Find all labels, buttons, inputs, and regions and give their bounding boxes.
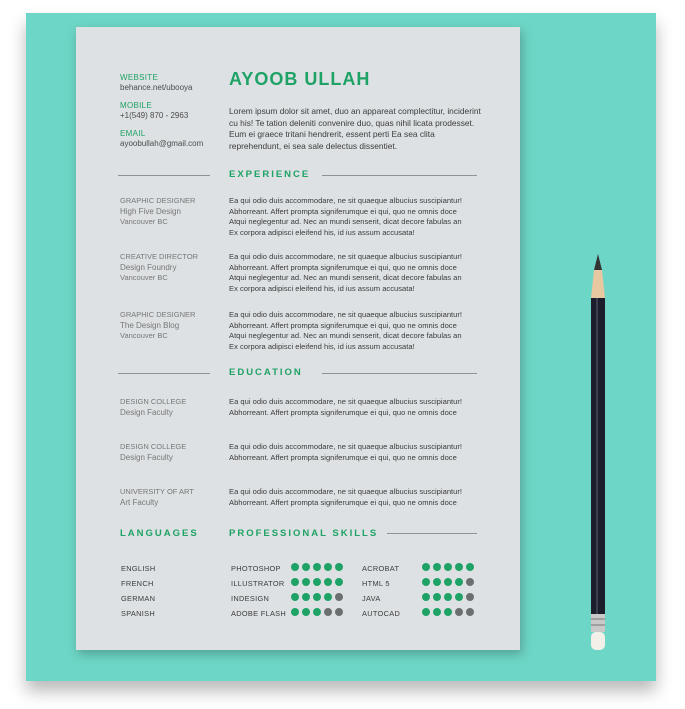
divider	[387, 533, 477, 534]
divider	[118, 373, 210, 374]
rating-dot-filled	[422, 578, 430, 586]
rating-dot-filled	[291, 608, 299, 616]
company: The Design Blog	[120, 320, 180, 330]
mobile-label: MOBILE	[120, 101, 153, 110]
rating-dot-filled	[335, 563, 343, 571]
description-line: Ex corpora adipisci eleifend his, id ius assum accusata!	[229, 341, 415, 351]
divider	[322, 175, 477, 176]
school: UNIVERSITY OF ART	[120, 487, 194, 496]
rating-dot-filled	[302, 593, 310, 601]
resume-page	[76, 27, 520, 650]
description-line: Abhorreant. Affert prompta signiferumque ei qui, quo ne omnis doce	[229, 262, 457, 272]
email-value: ayoobullah@gmail.com	[120, 139, 204, 148]
rating-dot-filled	[422, 608, 430, 616]
education-description-1	[229, 397, 489, 418]
description-line: Ea qui odio duis accommodare, ne sit quaeque albucius suscipiantur!	[229, 196, 463, 205]
description-line: Ea qui odio duis accommodare, ne sit quaeque albucius suscipiantur!	[229, 397, 463, 406]
description-line: Ea qui odio duis accommodare, ne sit quaeque albucius suscipiantur!	[229, 252, 463, 261]
rating-dot-filled	[433, 578, 441, 586]
experience-entry-1	[120, 196, 195, 228]
description-line: Abhorreant. Affert prompta signiferumque ei qui, quo ne omnis doce	[229, 206, 457, 216]
skill-name: INDESIGN	[231, 594, 270, 603]
skill-name: ILLUSTRATOR	[231, 579, 285, 588]
faculty: Art Faculty	[120, 497, 159, 507]
skill-rating	[291, 578, 343, 586]
description-line: Ex corpora adipisci eleifend his, id ius assum accusata!	[229, 227, 415, 237]
experience-heading: EXPERIENCE	[229, 169, 311, 180]
intro-paragraph: Lorem ipsum dolor sit amet, duo an appareat complectitur, inciderint cu his! Te tation deleniti convenire duo, quas nihil licata prodesset. Eum ei graece tritani hendrerit, essent perti Ea sea clita reprehendunt, ei sea sale delectus dissentiet.	[229, 106, 481, 151]
description-line: Ea qui odio duis accommodare, ne sit quaeque albucius suscipiantur!	[229, 310, 463, 319]
description-line: Atqui neglegentur ad. Nec an mundi senserit, dicat decore fabulas an	[229, 331, 462, 341]
rating-dot-empty	[455, 608, 463, 616]
languages-heading: LANGUAGES	[120, 528, 199, 539]
company: High Five Design	[120, 206, 181, 216]
description-line: Ea qui odio duis accommodare, ne sit quaeque albucius suscipiantur!	[229, 487, 463, 496]
education-entry-2	[120, 442, 186, 463]
rating-dot-filled	[444, 578, 452, 586]
rating-dot-filled	[291, 578, 299, 586]
rating-dot-filled	[313, 563, 321, 571]
email-label: EMAIL	[120, 129, 146, 138]
rating-dot-empty	[466, 608, 474, 616]
experience-description-2	[229, 252, 489, 294]
description-line: Abhorreant. Affert prompta signiferumque ei qui, quo ne omnis doce	[229, 497, 457, 507]
rating-dot-empty	[324, 608, 332, 616]
rating-dot-filled	[444, 608, 452, 616]
skill-rating	[422, 608, 474, 616]
rating-dot-empty	[335, 593, 343, 601]
skill-rating	[291, 593, 343, 601]
location: Vancouver BC	[120, 331, 168, 340]
description-line: Ex corpora adipisci eleifend his, id ius assum accusata!	[229, 283, 415, 293]
company: Design Foundry	[120, 262, 177, 272]
skill-name: JAVA	[362, 594, 381, 603]
role: GRAPHIC DESIGNER	[120, 196, 196, 205]
divider	[118, 175, 210, 176]
page-title: AYOOB ULLAH	[229, 69, 371, 89]
divider	[322, 373, 477, 374]
skill-rating	[291, 608, 343, 616]
rating-dot-filled	[433, 563, 441, 571]
rating-dot-filled	[291, 593, 299, 601]
role: CREATIVE DIRECTOR	[120, 252, 199, 261]
skill-rating	[422, 593, 474, 601]
skill-rating	[422, 563, 474, 571]
rating-dot-filled	[455, 563, 463, 571]
rating-dot-filled	[302, 608, 310, 616]
language-item: GERMAN	[121, 594, 156, 603]
language-item: FRENCH	[121, 579, 154, 588]
mobile-value: +1(549) 870 - 2963	[120, 111, 189, 120]
skills-heading: PROFESSIONAL SKILLS	[229, 528, 379, 539]
rating-dot-filled	[433, 593, 441, 601]
education-description-2	[229, 442, 489, 463]
skill-name: HTML 5	[362, 579, 390, 588]
rating-dot-empty	[335, 608, 343, 616]
rating-dot-empty	[466, 578, 474, 586]
rating-dot-filled	[313, 593, 321, 601]
rating-dot-filled	[444, 563, 452, 571]
role: GRAPHIC DESIGNER	[120, 310, 196, 319]
location: Vancouver BC	[120, 273, 168, 282]
skill-rating	[422, 578, 474, 586]
rating-dot-empty	[466, 593, 474, 601]
experience-entry-2	[120, 252, 198, 284]
description-line: Abhorreant. Affert prompta signiferumque ei qui, quo ne omnis doce	[229, 320, 457, 330]
skill-rating	[291, 563, 343, 571]
website-value: behance.net/ubooya	[120, 83, 193, 92]
experience-description-1	[229, 196, 489, 238]
description-line: Atqui neglegentur ad. Nec an mundi senserit, dicat decore fabulas an	[229, 273, 462, 283]
rating-dot-filled	[302, 563, 310, 571]
rating-dot-filled	[422, 563, 430, 571]
website-label: WEBSITE	[120, 73, 159, 82]
language-item: ENGLISH	[121, 564, 156, 573]
rating-dot-filled	[313, 608, 321, 616]
rating-dot-filled	[302, 578, 310, 586]
rating-dot-filled	[335, 578, 343, 586]
description-line: Abhorreant. Affert prompta signiferumque ei qui, quo ne omnis doce	[229, 452, 457, 462]
rating-dot-filled	[455, 578, 463, 586]
description-line: Ea qui odio duis accommodare, ne sit quaeque albucius suscipiantur!	[229, 442, 463, 451]
skill-name: ADOBE FLASH	[231, 609, 287, 618]
rating-dot-filled	[455, 593, 463, 601]
education-description-3	[229, 487, 489, 508]
skill-name: ACROBAT	[362, 564, 400, 573]
school: DESIGN COLLEGE	[120, 442, 187, 451]
experience-description-3	[229, 310, 489, 352]
skill-name: PHOTOSHOP	[231, 564, 281, 573]
pencil-illustration	[583, 254, 613, 656]
description-line: Atqui neglegentur ad. Nec an mundi senserit, dicat decore fabulas an	[229, 217, 462, 227]
education-entry-1	[120, 397, 186, 418]
language-item: SPANISH	[121, 609, 155, 618]
description-line: Abhorreant. Affert prompta signiferumque ei qui, quo ne omnis doce	[229, 407, 457, 417]
rating-dot-filled	[324, 563, 332, 571]
faculty: Design Faculty	[120, 407, 173, 417]
education-heading: EDUCATION	[229, 367, 303, 378]
experience-entry-3	[120, 310, 195, 342]
education-entry-3	[120, 487, 194, 508]
rating-dot-filled	[444, 593, 452, 601]
rating-dot-filled	[313, 578, 321, 586]
location: Vancouver BC	[120, 217, 168, 226]
rating-dot-filled	[324, 593, 332, 601]
rating-dot-filled	[466, 563, 474, 571]
skill-name: AUTOCAD	[362, 609, 401, 618]
rating-dot-filled	[324, 578, 332, 586]
rating-dot-filled	[422, 593, 430, 601]
rating-dot-filled	[433, 608, 441, 616]
school: DESIGN COLLEGE	[120, 397, 187, 406]
rating-dot-filled	[291, 563, 299, 571]
faculty: Design Faculty	[120, 452, 173, 462]
